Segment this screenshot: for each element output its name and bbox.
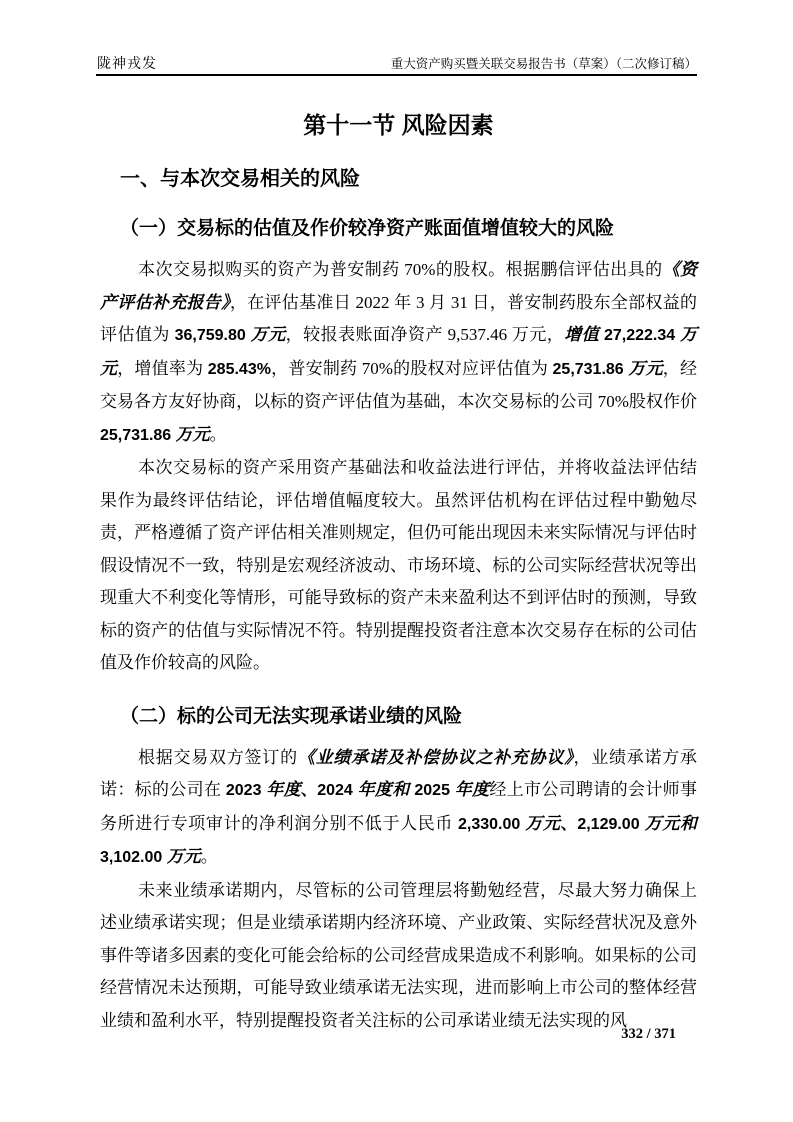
- text-run: 经上市公司聘请的会计师事务所进行专项审计的净利润分别不低于人民币: [100, 780, 697, 833]
- header-report-title: 重大资产购买暨关联交易报告书（草案）（二次修订稿）: [390, 57, 697, 71]
- text-run: 3,102.00: [100, 849, 167, 866]
- text-run: 本次交易拟购买的资产为普安制药 70%的股权。根据鹏信评估出具的: [138, 260, 663, 279]
- text-run: 年度: [454, 780, 490, 799]
- text-run: 27,222.34: [603, 327, 681, 344]
- text-run: 25,731.86: [552, 360, 629, 378]
- subsection-heading: （二）标的公司无法实现承诺业绩的风险: [120, 705, 463, 727]
- text-run: 25,731.86: [100, 426, 176, 444]
- text-run: 万元: [525, 813, 561, 833]
- text-run: 2,330.00: [457, 815, 526, 833]
- text-run: 《业绩承诺及补偿协议之补充协议》: [297, 747, 574, 767]
- paragraph: [100, 452, 697, 680]
- text-run: 万元和: [644, 813, 698, 833]
- text-run: 2023: [225, 782, 267, 799]
- header-company-name: 陇神戎发: [97, 57, 157, 72]
- text-run: 万元: [166, 847, 201, 866]
- text-run: 2025: [409, 782, 455, 799]
- text-run: 285.43%: [207, 360, 271, 378]
- section-heading: 一、与本次交易相关的风险: [120, 168, 360, 190]
- text-run: 。: [200, 847, 218, 866]
- text-run: 。: [209, 424, 227, 444]
- text-run: 《资产评估补充报告》: [100, 260, 698, 312]
- text-run: 万元: [100, 325, 698, 378]
- text-run: 年度和: [357, 780, 410, 799]
- subsection-heading: （一）交易标的估值及作价较净资产账面值增值较大的风险: [120, 218, 615, 239]
- text-run: 万元: [628, 358, 663, 378]
- text-run: 36,759.80: [174, 327, 251, 344]
- text-run: ，在评估基准日 2022 年 3 月 31 日，普安制药股东全部权益的评估值为: [100, 292, 698, 344]
- text-run: ，较报表账面净资产 9,537.46 万元，: [285, 325, 565, 344]
- header-divider: [96, 74, 697, 76]
- text-run: ，经交易各方友好协商，以标的资产评估值为基础，本次交易标的公司 70%股权作价: [100, 358, 698, 411]
- text-run: 万元: [175, 424, 210, 444]
- paragraph: [100, 254, 697, 452]
- text-run: 、2024: [300, 782, 358, 799]
- text-run: 未来业绩承诺期内，尽管标的公司管理层将勤勉经营，尽最大努力确保上述业绩承诺实现；但是业绩承诺期内经济环境、产业政策、实际经营状况及意外事件等诸多因素的变化可能会给标的公司经营成果造成不利影响。如果标的公司经营情况未达预期，可能导致业绩承诺无法实现，进而影响上市公司的整体经营业绩和盈利水平，特别提醒投资者关注标的公司承诺业绩无法实现的风: [100, 880, 697, 1030]
- text-run: 万元: [250, 325, 286, 344]
- document-body: [100, 166, 697, 1037]
- text-run: 、2,129.00: [560, 815, 645, 833]
- page-number: 332 / 371: [621, 1026, 676, 1042]
- text-run: 根据交易双方签订的: [138, 747, 298, 767]
- text-run: 本次交易标的资产采用资产基础法和收益法进行评估，并将收益法评估结果作为最终评估结论，评估增值幅度较大。虽然评估机构在评估过程中勤勉尽责，严格遵循了资产评估相关准则规定，但仍可能出现因未来实际情况与评估时假设情况不一致，特别是宏观经济波动、市场环境、标的公司实际经营状况等出现重大不利变化等情形，可能导致标的资产未来盈利达不到评估时的预测，导致标的资产的估值与实际情况不符。特别提醒投资者注意本次交易存在标的公司估值及作价较高的风险。: [100, 458, 697, 672]
- paragraph: [100, 742, 697, 875]
- text-run: ，业绩承诺方承诺：标的公司在: [100, 747, 698, 799]
- document-content-area: [100, 110, 697, 1037]
- text-run: ，增值率为: [117, 358, 208, 378]
- text-run: 年度: [266, 780, 301, 799]
- paragraph: [100, 875, 697, 1038]
- chapter-title: 第十一节 风险因素: [303, 112, 494, 138]
- page-header: [97, 53, 697, 73]
- text-run: ，普安制药 70%的股权对应评估值为: [270, 358, 553, 378]
- text-run: 增值: [564, 325, 604, 344]
